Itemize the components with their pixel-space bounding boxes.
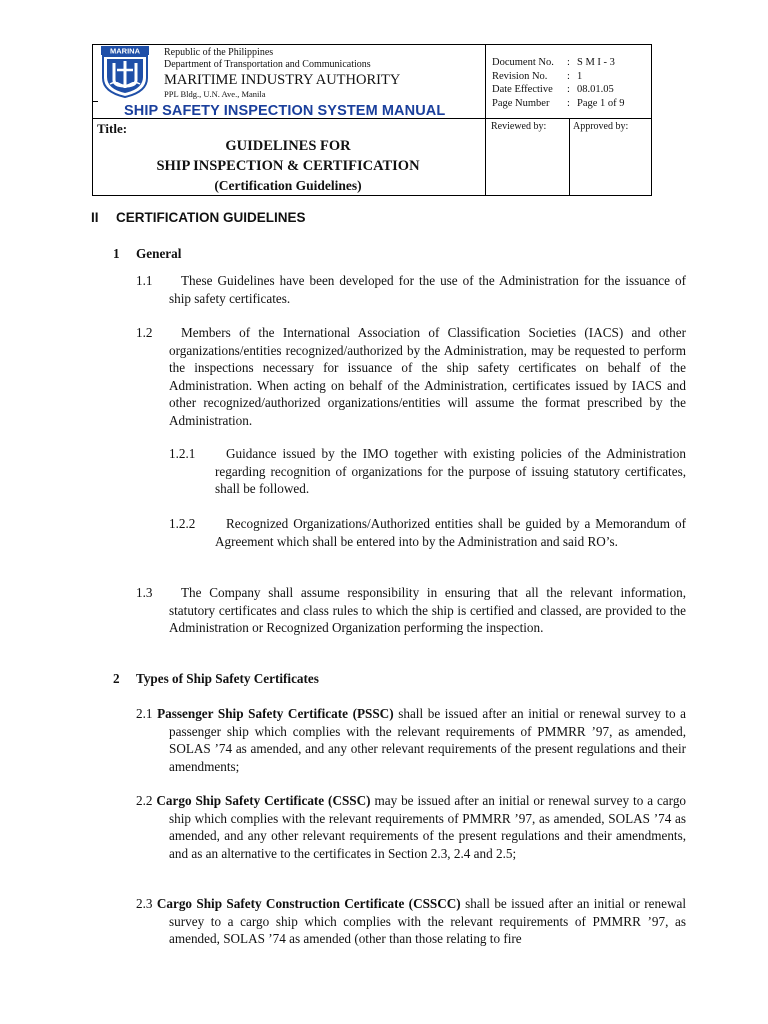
paragraph-number: 1.2.1 [169, 446, 196, 461]
certificate-name: Passenger Ship Safety Certificate (PSSC) [157, 706, 394, 721]
paragraph-text: shall be issued after an initial or renewal survey to a passenger ship which complies with the relevant requirements of PMMRR ’97, as amended, SOLAS ’74 as amended, and any other relevant requirements of the present regulations and their amendments; [169, 706, 686, 774]
paragraph-number: 1.1 [136, 273, 153, 288]
authority-name: MARITIME INDUSTRY AUTHORITY [164, 72, 401, 88]
certificate-name: Cargo Ship Safety Construction Certificate (CSSCC) [156, 896, 461, 911]
meta-value: 1 [577, 70, 583, 82]
paragraph-2-2 [136, 792, 686, 862]
meta-value: S M I - 3 [577, 57, 615, 68]
document-title-line1: GUIDELINES FOR [225, 138, 351, 154]
paragraph-1-1: These Guidelines have been developed for the use of the Administration for the issuance of ship safety certificates. [169, 273, 686, 306]
subsection-title: General [136, 246, 182, 261]
meta-row: Document No. : S M I - 3 [492, 56, 625, 70]
meta-value: 08.01.05 [577, 84, 614, 95]
republic-text: Republic of the Philippines [164, 47, 274, 58]
meta-row: Date Effective : 08.01.05 [492, 83, 625, 97]
meta-label: Revision No. [492, 70, 548, 82]
paragraph-1-2: Members of the International Association of Classification Societies (IACS) and other organizations/entities recognized/authorized by the Administration, may be requested to perform the inspections necessary for issuance of the ship safety certificates on behalf of the Administration. When acting on behalf of the Administration, certificates issued by IACS and other recognized/authorized organizations/entities will assume the format prescribed by the Administration. [169, 325, 686, 428]
title-label: Title: [97, 121, 128, 136]
paragraph-text: may be issued after an initial or renewal survey to a cargo ship which complies with the relevant requirements of PMMRR ’97, as amended, SOLAS ’74 as amended, and any other relevant requirements of the present regulations and their amendments, and as an alternative to the certificates in Section 2.3, 2.4 and 2.5; [169, 793, 687, 861]
paragraph-2-1 [136, 705, 686, 775]
subsection-number: 2 [113, 671, 120, 686]
document-meta-table [492, 56, 625, 110]
meta-row: Revision No. : 1 [492, 70, 625, 84]
section-title: CERTIFICATION GUIDELINES [116, 210, 306, 225]
department-text: Department of Transportation and Communications [164, 59, 371, 70]
document-title-line2: SHIP INSPECTION & CERTIFICATION [156, 158, 420, 174]
paragraph-number: 1.3 [136, 585, 153, 600]
manual-title: SHIP SAFETY INSPECTION SYSTEM MANUAL [124, 103, 446, 119]
reviewed-by-label: Reviewed by: [491, 121, 547, 132]
paragraph-number: 2.3 [136, 896, 153, 911]
approved-by-label: Approved by: [573, 121, 629, 132]
subsection-number: 1 [113, 246, 120, 261]
section-number: II [91, 210, 99, 225]
meta-label: Page Number [492, 97, 550, 109]
document-title-line3: (Certification Guidelines) [214, 178, 362, 193]
paragraph-number: 2.2 [136, 793, 153, 808]
authority-address: PPL Bldg., U.N. Ave., Manila [164, 89, 266, 99]
certificate-name: Cargo Ship Safety Certificate (CSSC) [156, 793, 371, 808]
logo-text: MARINA [110, 46, 140, 56]
meta-label: Document No. [492, 57, 554, 68]
meta-value: Page 1 of 9 [577, 97, 625, 109]
meta-row: Page Number : Page 1 of 9 [492, 97, 625, 109]
paragraph-1-3: The Company shall assume responsibility in ensuring that all the relevant information, statutory certificates and class rules to which the ship is certified and classed, are provided to the Administration or Recognized Organization performing the inspection. [169, 585, 686, 636]
paragraph-2-3 [136, 895, 686, 948]
meta-label: Date Effective [492, 84, 553, 95]
paragraph-number: 1.2.2 [169, 516, 196, 531]
paragraph-number: 2.1 [136, 706, 153, 721]
paragraph-number: 1.2 [136, 325, 153, 340]
subsection-title: Types of Ship Safety Certificates [136, 671, 319, 686]
paragraph-text: shall be issued after an initial or renewal survey to a cargo ship which complies with the relevant requirements of PMMRR ’97, as amended, SOLAS ’74 as amended (other than those relating to fire [169, 896, 686, 947]
marina-logo [101, 46, 149, 98]
paragraph-1-2-1: Guidance issued by the IMO together with existing policies of the Administration regarding recognition of organizations for the purpose of issuing statutory certificates, shall be followed. [215, 446, 686, 497]
paragraph-1-2-2: Recognized Organizations/Authorized entities shall be guided by a Memorandum of Agreement which shall be entered into by the Administration and said RO’s. [215, 516, 686, 549]
